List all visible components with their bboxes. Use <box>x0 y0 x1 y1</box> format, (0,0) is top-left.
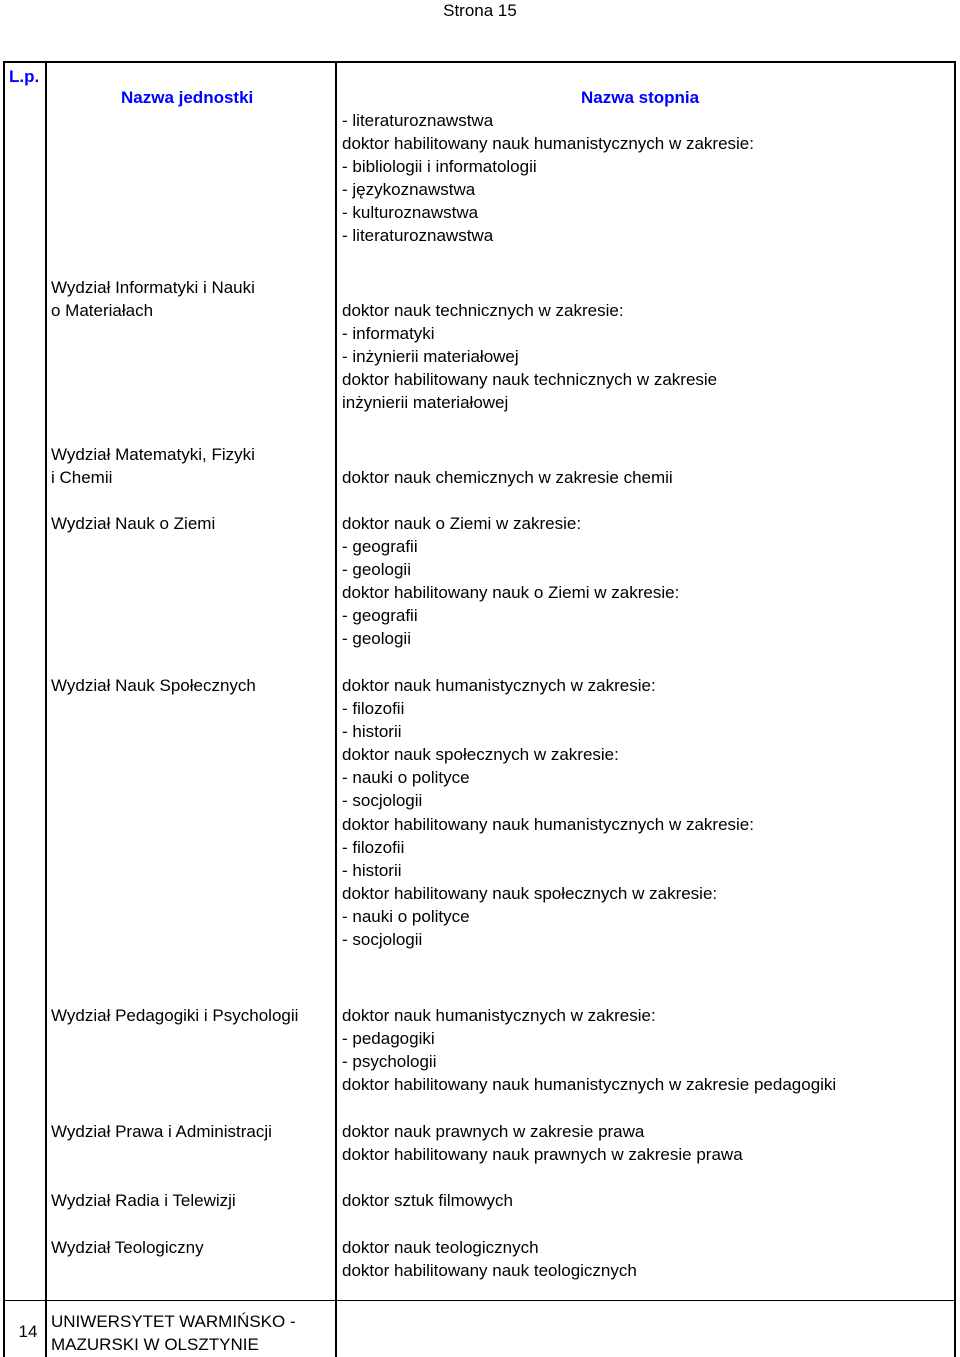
unit-name: Wydział Informatyki i Nauki o Materiałach <box>51 278 255 321</box>
header-lp: L.p. <box>9 67 40 86</box>
degree-list: doktor sztuk filmowych <box>342 1191 513 1210</box>
unit-name: Wydział Radia i Telewizji <box>51 1191 236 1210</box>
degree-list: doktor nauk o Ziemi w zakresie: - geografii - geologii doktor habilitowany nauk o Ziemi w zakresie: - geografii - geologii <box>342 514 680 649</box>
unit-name: Wydział Nauk o Ziemi <box>51 514 216 533</box>
page-header: Strona 15 <box>443 1 517 20</box>
degree-list: doktor nauk humanistycznych w zakresie: - pedagogiki - psychologii doktor habilitowany nauk humanistycznych w zakresie pedagogiki <box>342 1006 837 1095</box>
table-right-border <box>954 61 956 1357</box>
unit-name: Wydział Prawa i Administracji <box>51 1122 272 1141</box>
degree-list: doktor nauk chemicznych w zakresie chemii <box>342 468 673 488</box>
unit-name: Wydział Teologiczny <box>51 1238 204 1257</box>
column-divider-lp <box>45 61 47 1357</box>
degree-list: doktor nauk prawnych w zakresie prawa doktor habilitowany nauk prawnych w zakresie prawa <box>342 1122 743 1165</box>
row-divider <box>3 1300 956 1301</box>
header-unit-name: Nazwa jednostki <box>121 88 254 107</box>
degree-list: doktor nauk humanistycznych w zakresie: - filozofii - historii doktor nauk społecznych w zakresie: - nauki o polityce - socjologii doktor habilitowany nauk humanistycznych w zakresie: - filozofii - historii doktor habilitowany nauk społecznych w zakresie: - nauki o polityce - socjologii <box>342 676 754 950</box>
header-degree-name: Nazwa stopnia <box>581 88 700 107</box>
table-top-border <box>3 61 956 63</box>
unit-name: Wydział Nauk Społecznych <box>51 676 256 695</box>
column-divider-unit <box>335 61 337 1357</box>
unit-name: Wydział Pedagogiki i Psychologii <box>51 1006 299 1025</box>
degree-list-continued: - literaturoznawstwa doktor habilitowany nauk humanistycznych w zakresie: - bibliologii i informatologii - językoznawstwa - kulturoznawstwa - literaturoznawstwa <box>342 111 754 246</box>
table-left-border <box>3 61 5 1357</box>
unit-name: Wydział Matematyki, Fizyki i Chemii <box>51 445 255 488</box>
entry-number: 14 <box>18 1322 38 1341</box>
university-name: UNIWERSYTET WARMIŃSKO - MAZURSKI W OLSZTYNIE <box>51 1312 296 1355</box>
degree-list: doktor nauk technicznych w zakresie: - informatyki - inżynierii materiałowej doktor habilitowany nauk technicznych w zakresie inżynierii materiałowej <box>342 301 718 413</box>
degree-list: doktor nauk teologicznych doktor habilitowany nauk teologicznych <box>342 1238 637 1281</box>
